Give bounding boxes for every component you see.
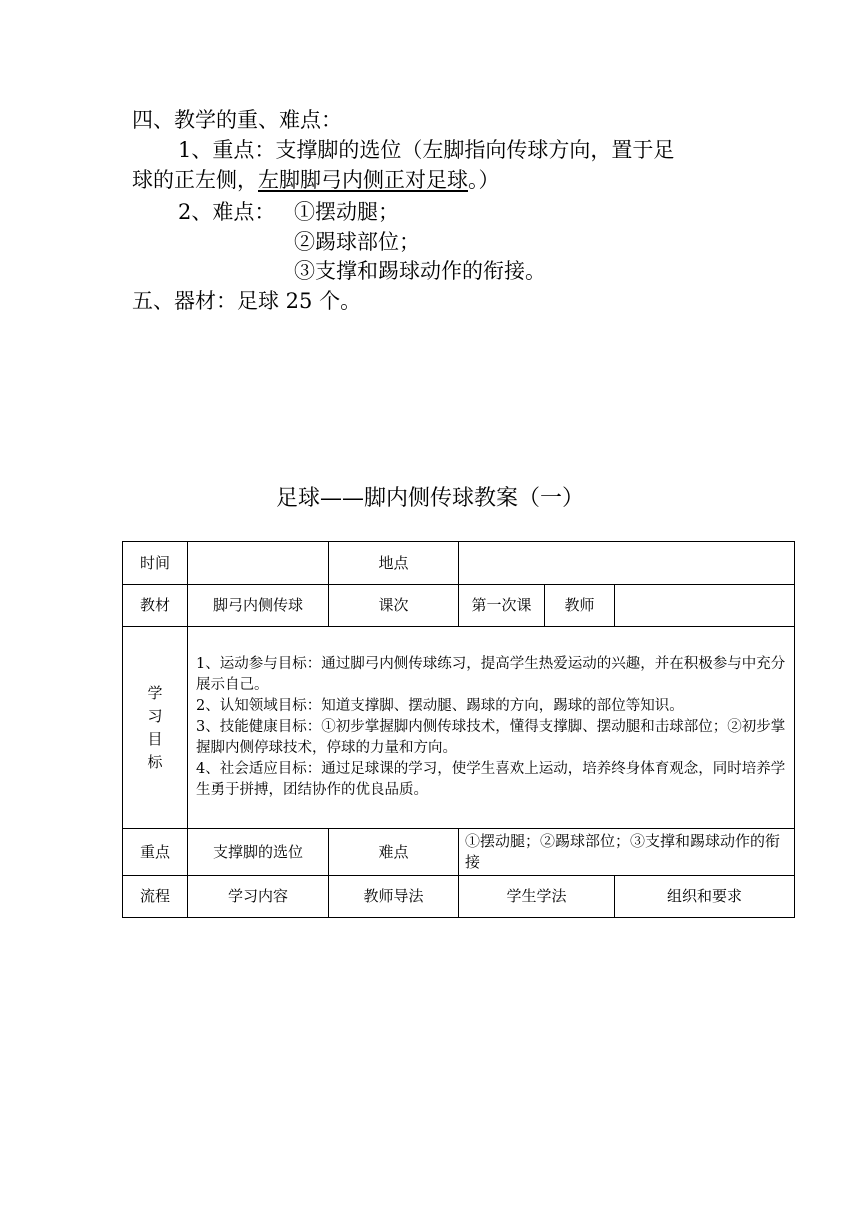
key-value: 支撑脚的选位 [188, 829, 329, 876]
material-label: 教材 [123, 585, 188, 627]
lesson-number-label: 课次 [329, 585, 459, 627]
key-point-line2-pre: 球的正左侧， [132, 168, 258, 192]
time-value [188, 542, 329, 585]
teacher-method-header: 教师导法 [329, 876, 459, 918]
teacher-value [615, 585, 795, 627]
difficulty-value: ①摆动腿；②踢球部位；③支撑和踢球动作的衔接 [459, 829, 795, 876]
goal-item: 1、运动参与目标：通过脚弓内侧传球练习，提高学生热爱运动的兴趣，并在积极参与中充分展示自己。 [196, 656, 786, 693]
key-point-line1: 1、重点：支撑脚的选位（左脚指向传球方向，置于足 [178, 138, 675, 162]
lesson-number-value: 第一次课 [459, 585, 545, 627]
lesson-title: 足球——脚内侧传球教案（一） [275, 486, 584, 511]
table-row-key-points [123, 829, 795, 876]
table-row-goals [123, 627, 795, 829]
table-row-time [123, 542, 795, 585]
goal-item: 4、社会适应目标：通过足球课的学习，使学生喜欢上运动，培养终身体育观念，同时培养学生勇于拼搏，团结协作的优良品质。 [196, 761, 786, 798]
goal-item: 3、技能健康目标：①初步掌握脚内侧传球技术，懂得支撑脚、摆动腿和击球部位；②初步掌握脚内侧停球技术，停球的力量和方向。 [196, 719, 786, 756]
table-row-headers [123, 876, 795, 918]
goals-content [188, 627, 795, 829]
key-point-line2-post: 。） [468, 168, 500, 192]
organization-header: 组织和要求 [615, 876, 795, 918]
difficulty-label-cell: 难点 [329, 829, 459, 876]
goal-item: 2、认知领域目标：知道支撑脚、摆动腿、踢球的方向，踢球的部位等知识。 [196, 698, 684, 714]
student-method-header: 学生学法 [459, 876, 615, 918]
content-header: 学习内容 [188, 876, 329, 918]
table-row-material [123, 585, 795, 627]
place-label: 地点 [329, 542, 459, 585]
difficulty-label: 2、难点： [178, 200, 276, 224]
material-value: 脚弓内侧传球 [188, 585, 329, 627]
difficulty-3: ③支撑和踢球动作的衔接。 [294, 259, 546, 283]
place-value [459, 542, 795, 585]
lesson-plan-table [122, 541, 795, 918]
key-point-line2 [132, 166, 500, 194]
key-label: 重点 [123, 829, 188, 876]
equipment-line: 五、器材：足球 25 个。 [132, 289, 362, 313]
flow-header: 流程 [123, 876, 188, 918]
time-label: 时间 [123, 542, 188, 585]
difficulty-2: ②踢球部位； [294, 230, 420, 254]
difficulty-1: ①摆动腿； [294, 200, 399, 224]
section4-heading: 四、教学的重、难点： [132, 108, 342, 132]
goals-label-cell [123, 627, 188, 829]
teacher-label: 教师 [545, 585, 615, 627]
key-point-underlined: 左脚脚弓内侧正对足球 [258, 168, 468, 192]
goals-label: 学习目标 [147, 683, 163, 771]
